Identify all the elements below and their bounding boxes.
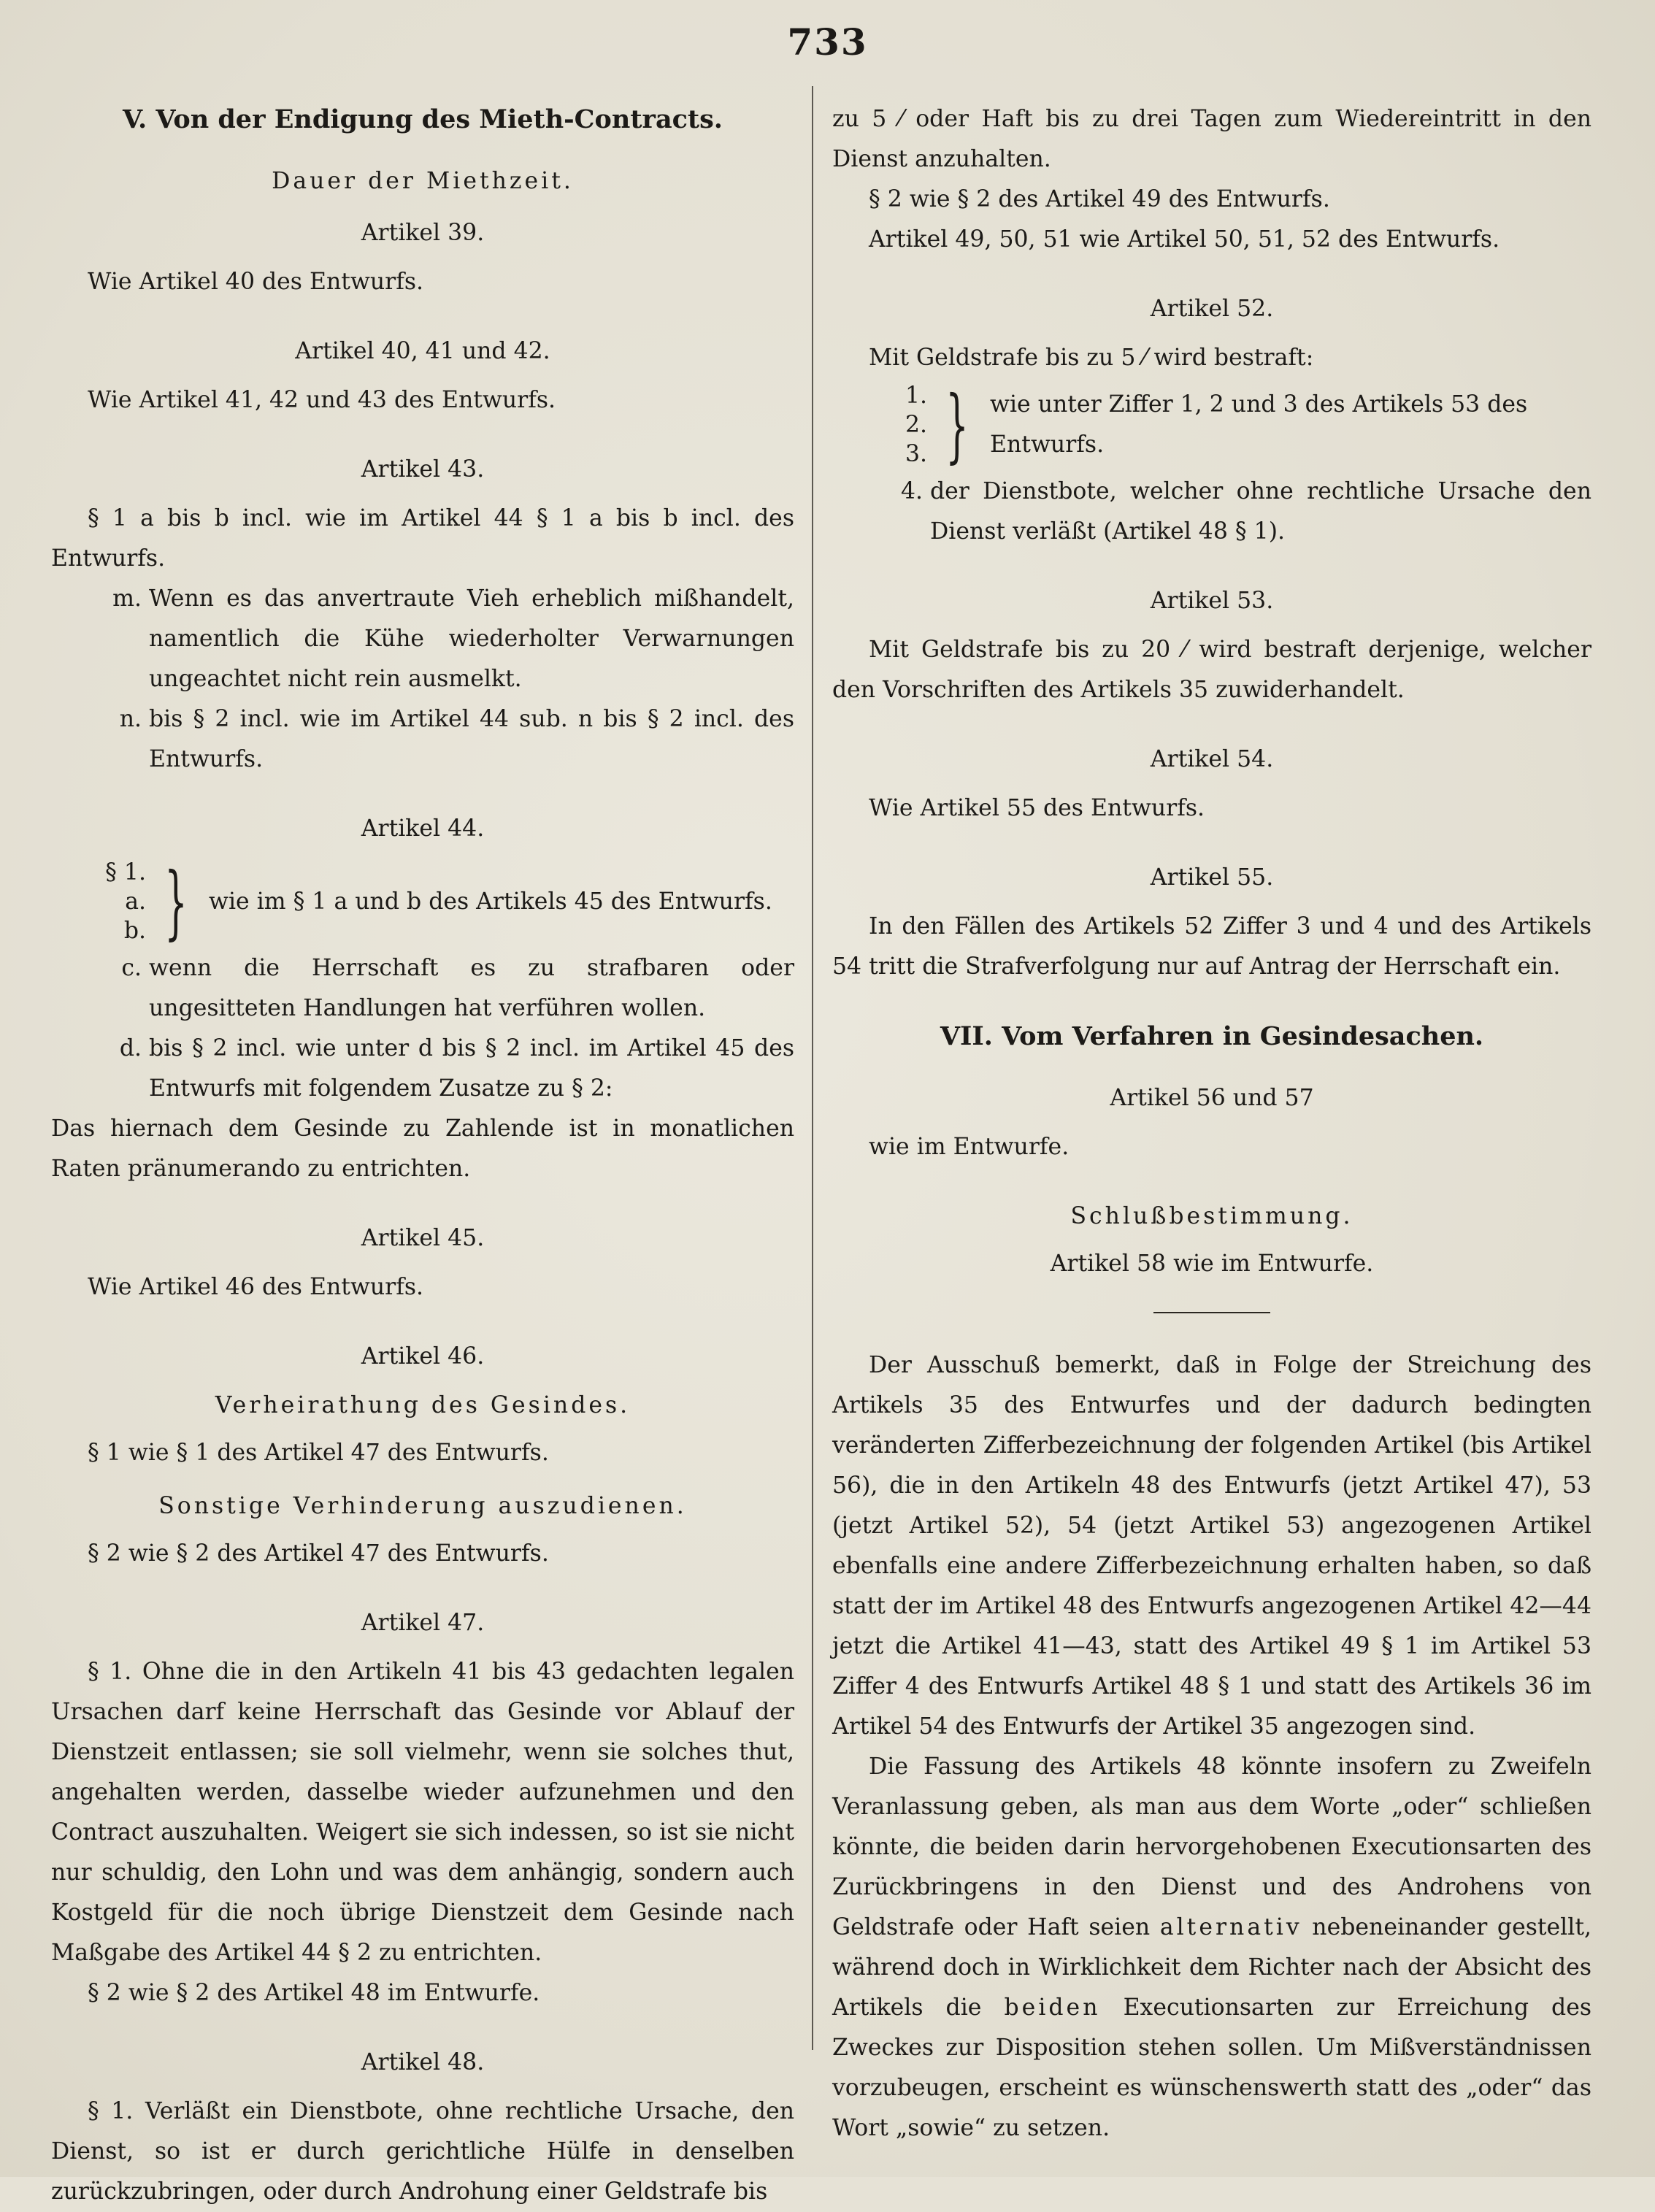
article-heading-54: Artikel 54. [1150,746,1274,772]
article-52-intro: Mit Geldstrafe bis zu 5 ⁄ wird bestraft: [869,345,1314,371]
brace-labels [832,381,927,469]
item-text: wenn die Herrschaft es zu strafbaren oder ungesitteten Handlungen hat verführen wollen. [149,955,794,1021]
item-label: m. [112,585,142,612]
article-55-text: In den Fällen des Artikels 52 Ziffer 3 und 4 und des Artikels 54 tritt die Strafverfolgung nur auf Antrag der Herrschaft ein. [832,913,1591,980]
brace-label: 3. [905,441,927,467]
brace-text: wie unter Ziffer 1, 2 und 3 des Artikels 53 des Entwurfs. [990,391,1528,458]
brace-labels [51,858,146,945]
note-text: Die Fassung des Artikels 48 könnte insofern zu Zweifeln Veranlassung geben, als man aus dem Worte „oder“ schließen könnte, die beiden darin hervorgehobenen Executionsarten des Zurückbringens in den Dienst und des Androhens von Geldstrafe oder Haft seien [832,1754,1591,1940]
article-43-item-m [51,579,794,699]
article-heading-45: Artikel 45. [361,1225,485,1251]
subheading-sonstige: Sonstige Verhinderung auszudienen. [158,1493,687,1519]
article-heading-39: Artikel 39. [361,220,485,246]
article-heading-53: Artikel 53. [1150,588,1274,614]
brace-text: wie im § 1 a und b des Artikels 45 des Entwurfs. [209,888,772,915]
article-46-paragraph-1: § 1 wie § 1 des Artikel 47 des Entwurfs. [88,1440,549,1466]
item-text: bis § 2 incl. wie im Artikel 44 sub. n bis § 2 incl. des Entwurfs. [149,706,794,772]
item-text: Wenn es das anvertraute Vieh erheblich mißhandelt, namentlich die Kühe wiederholter Verwarnungen ungeachtet nicht rein ausmelkt. [149,585,794,692]
article-58-text: Artikel 58 wie im Entwurfe. [1050,1251,1374,1277]
subheading-schluss: Schlußbestimmung. [1070,1203,1353,1229]
item-label: n. [119,706,142,732]
committee-note-2 [832,1747,1591,2148]
articles-49-51-text: Artikel 49, 50, 51 wie Artikel 50, 51, 52 des Entwurfs. [869,226,1500,253]
item-label: 4. [900,478,923,504]
brace-label: b. [123,918,146,944]
article-39-text: Wie Artikel 40 des Entwurfs. [88,269,424,295]
section-title-vii: VII. Vom Verfahren in Gesindesachen. [940,1021,1484,1051]
item-label: c. [121,955,142,981]
curly-brace-glyph: } [164,855,188,948]
page-number: 733 [787,20,868,64]
brace-label: 1. [905,383,927,409]
section-rule [1153,1312,1270,1313]
article-44-item-d [51,1029,794,1109]
item-text: der Dienstbote, welcher ohne rechtliche Ursache den Dienst verläßt (Artikel 48 § 1). [930,478,1591,545]
subheading-verheirathung: Verheirathung des Gesindes. [215,1392,631,1418]
article-heading-46: Artikel 46. [361,1343,485,1370]
emphasis-beiden: beiden [1004,1994,1101,2021]
column-divider [812,86,813,2050]
article-heading-52: Artikel 52. [1150,296,1274,322]
section-title-v: V. Von der Endigung des Mieth-Contracts. [123,104,723,134]
article-40-text: Wie Artikel 41, 42 und 43 des Entwurfs. [88,387,556,413]
article-43-item-n [51,699,794,780]
emphasis-alternativ: alternativ [1159,1914,1302,1940]
item-text: bis § 2 incl. wie unter d bis § 2 incl. im Artikel 45 des Entwurfs mit folgendem Zusatze zu § 2: [149,1035,794,1102]
brace-label: § 1. [105,859,146,886]
curly-brace-glyph: } [945,378,969,472]
subheading-dauer: Dauer der Miethzeit. [272,168,574,194]
right-column [832,86,1591,2148]
brace-label: 2. [905,412,927,438]
left-column [51,86,794,2212]
article-52-item-4 [832,472,1591,552]
article-56-text: wie im Entwurfe. [869,1134,1070,1160]
article-44-item-c [51,948,794,1029]
brace-label: a. [125,888,146,915]
article-48-paragraph-1: § 1. Verläßt ein Dienstbote, ohne rechtliche Ursache, den Dienst, so ist er durch gerichtliche Hülfe in denselben zurückzubringen, oder durch Androhung einer Geldstrafe bis [51,2098,794,2205]
article-48-paragraph-2: § 2 wie § 2 des Artikel 49 des Entwurfs. [869,186,1330,212]
note-text: Executionsarten zur Erreichung des Zweckes zur Disposition stehen sollen. Um Mißverständnissen vorzubeugen, erscheint es wünschenswerth statt des „oder“ das Wort „sowie“ zu setzen. [832,1994,1592,2141]
article-heading-48: Artikel 48. [361,2049,485,2075]
article-46-paragraph-2: § 2 wie § 2 des Artikel 47 des Entwurfs. [88,1540,549,1567]
article-53-text: Mit Geldstrafe bis zu 20 ⁄ wird bestraft derjenige, welcher den Vorschriften des Artikels 35 zuwiderhandelt. [832,637,1591,703]
article-44-brace-group [51,855,794,948]
article-54-text: Wie Artikel 55 des Entwurfs. [869,795,1205,821]
article-48-continuation: zu 5 ⁄ oder Haft bis zu drei Tagen zum Wiedereintritt in den Dienst anzuhalten. [832,106,1591,172]
committee-note-1: Der Ausschuß bemerkt, daß in Folge der Streichung des Artikels 35 des Entwurfes und der dadurch bedingten veränderten Zifferbezeichnung der folgenden Artikel (bis Artikel 56), die in den Artikeln 48 des Entwurfs (jetzt Artikel 47), 53 (jetzt Artikel 52), 54 (jetzt Artikel 53) angezogenen Artikel ebenfalls eine andere Zifferbezeichnung erhalten haben, so daß statt der im Artikel 48 des Entwurfs angezogenen Artikel 42—44 jetzt die Artikel 41—43, statt des Artikel 49 § 1 im Artikel 53 Ziffer 4 des Entwurfs Artikel 48 § 1 und statt des Artikels 36 im Artikel 54 des Entwurfs der Artikel 35 angezogen sind. [832,1352,1591,1740]
article-heading-47: Artikel 47. [361,1610,485,1636]
item-label: d. [119,1035,142,1061]
article-44-zusatz: Das hiernach dem Gesinde zu Zahlende ist in monatlichen Raten pränumerando zu entrichten. [51,1115,794,1182]
article-45-text: Wie Artikel 46 des Entwurfs. [88,1274,424,1300]
article-heading-40-42: Artikel 40, 41 und 42. [295,338,550,364]
article-heading-44: Artikel 44. [361,815,485,842]
article-47-paragraph-2: § 2 wie § 2 des Artikel 48 im Entwurfe. [88,1980,540,2006]
article-52-brace-group [832,378,1591,472]
note-text: nebeneinander gestellt, während doch in Wirklichkeit dem Richter nach der Absicht des Artikels die [832,1914,1591,2021]
article-heading-43: Artikel 43. [361,456,485,483]
article-heading-56-57: Artikel 56 und 57 [1110,1085,1314,1111]
article-47-paragraph-1: § 1. Ohne die in den Artikeln 41 bis 43 gedachten legalen Ursachen darf keine Herrschaft das Gesinde vor Ablauf der Dienstzeit entlassen; sie soll vielmehr, wenn sie solches thut, angehalten werden, dasselbe wieder aufzunehmen und den Contract auszuhalten. Weigert sie sich indessen, so ist sie nicht nur schuldig, den Lohn und was dem anhängig, sondern auch Kostgeld für die noch übrige Dienstzeit dem Gesinde nach Maßgabe des Artikel 44 § 2 zu entrichten. [51,1659,794,1966]
article-heading-55: Artikel 55. [1150,864,1274,891]
article-43-paragraph: § 1 a bis b incl. wie im Artikel 44 § 1 a bis b incl. des Entwurfs. [51,505,794,572]
